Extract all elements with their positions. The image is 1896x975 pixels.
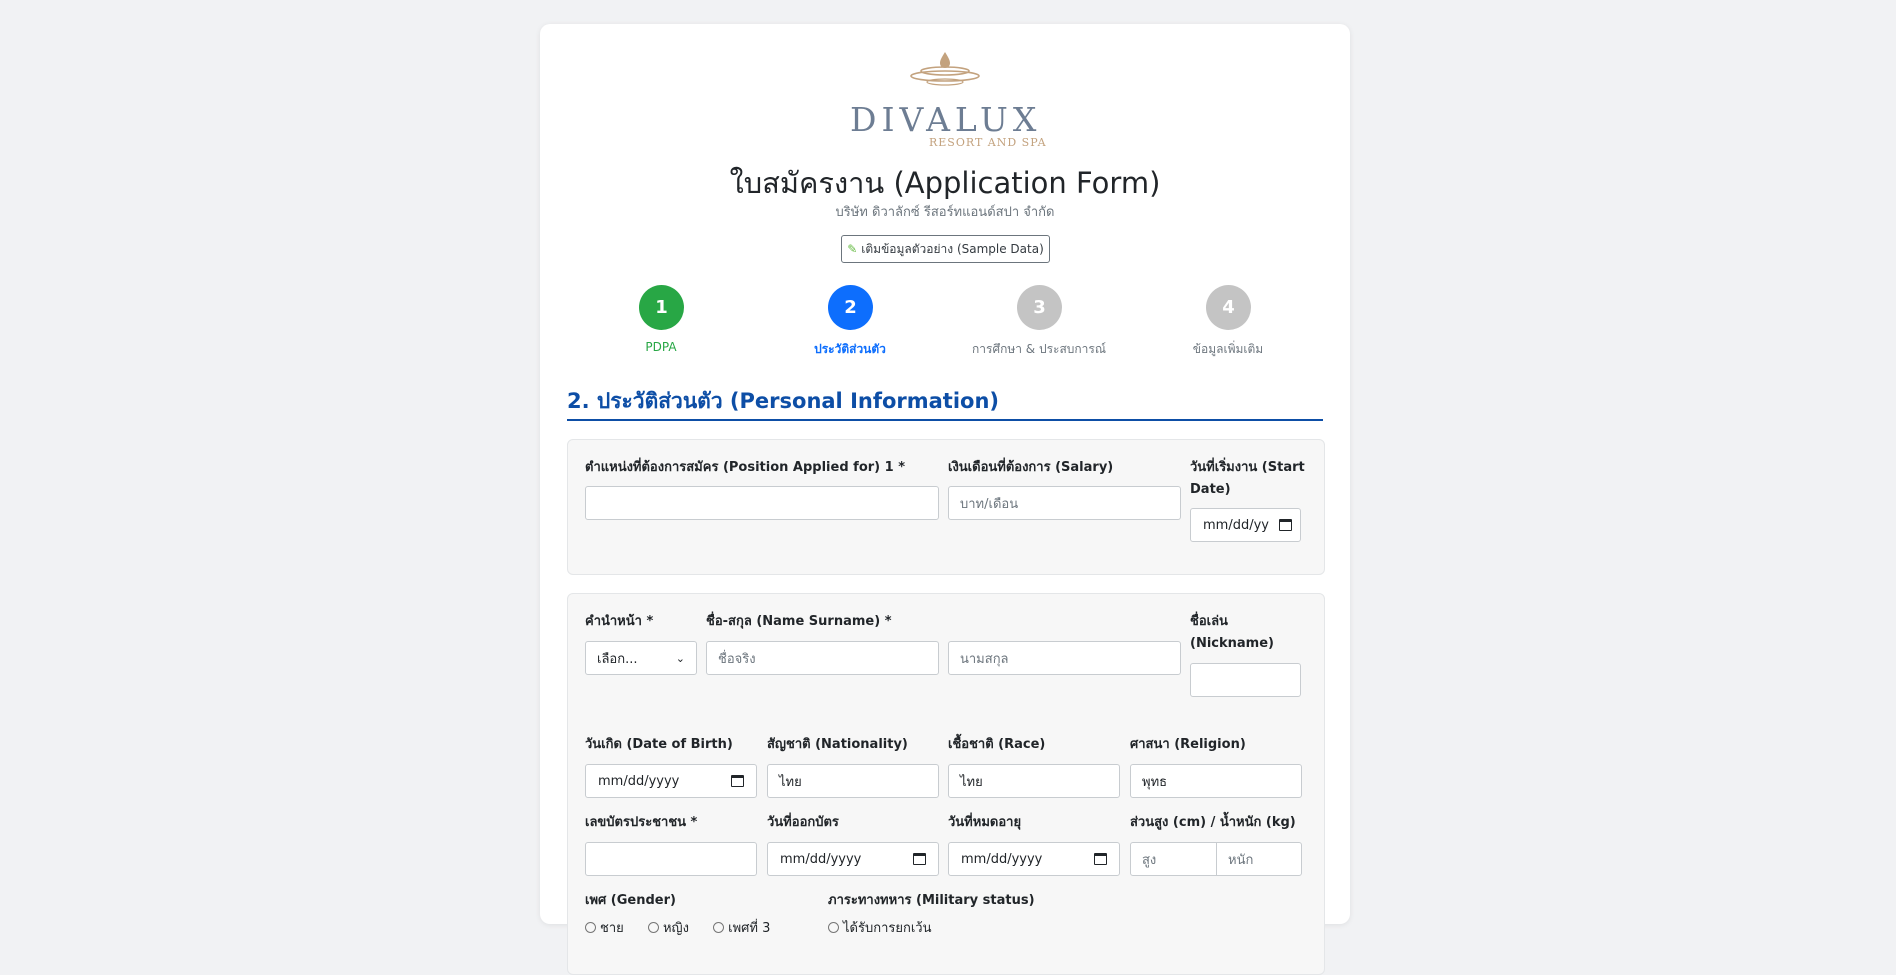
salary-input[interactable] xyxy=(948,486,1181,520)
sample-data-button[interactable] xyxy=(841,235,1050,263)
dob-input[interactable] xyxy=(585,764,757,798)
race-label: เชื้อชาติ (Race) xyxy=(948,737,1046,752)
gender-radio-female[interactable] xyxy=(648,922,659,933)
first-name-input[interactable] xyxy=(706,641,939,675)
gender-label: เพศ (Gender) xyxy=(585,893,676,908)
religion-input[interactable] xyxy=(1130,764,1302,798)
military-radio-exempt[interactable] xyxy=(828,922,839,933)
start-date-input[interactable] xyxy=(1190,508,1301,542)
step-1-label: PDPA xyxy=(645,340,677,354)
chevron-down-icon: ⌄ xyxy=(675,651,685,665)
application-card xyxy=(540,24,1350,936)
nickname-label xyxy=(1190,611,1274,655)
prefix-select[interactable] xyxy=(585,641,697,675)
start-date-value: mm/dd/yy xyxy=(1203,517,1269,533)
section-divider xyxy=(567,419,1323,421)
gender-radio-male[interactable] xyxy=(585,922,596,933)
height-weight-label: ส่วนสูง (cm) / น้ำหนัก (kg) xyxy=(1130,815,1296,830)
section-title: 2. ประวัติส่วนตัว (Personal Information) xyxy=(567,389,1000,413)
step-1-circle[interactable]: 1 xyxy=(639,285,684,330)
religion-label: ศาสนา (Religion) xyxy=(1130,737,1246,752)
prefix-label: คำนำหน้า * xyxy=(585,614,654,629)
weight-input[interactable] xyxy=(1216,842,1302,876)
calendar-icon[interactable] xyxy=(1094,853,1107,865)
first-name-placeholder: ชื่อจริง xyxy=(718,651,756,667)
nickname-label-line2: (Nickname) xyxy=(1190,636,1274,651)
military-option-label: ได้รับการยกเว้น xyxy=(843,921,932,936)
issue-date-value: mm/dd/yyyy xyxy=(780,851,862,867)
salary-placeholder: บาท/เดือน xyxy=(960,496,1019,512)
calendar-icon[interactable] xyxy=(731,775,744,787)
nickname-input[interactable] xyxy=(1190,663,1301,697)
id-card-input[interactable] xyxy=(585,842,757,876)
dob-label: วันเกิด (Date of Birth) xyxy=(585,737,733,752)
step-4-circle[interactable]: 4 xyxy=(1206,285,1251,330)
prefix-value: เลือก... xyxy=(597,651,638,667)
step-2-label: ประวัติส่วนตัว xyxy=(814,342,886,356)
weight-placeholder: หนัก xyxy=(1228,852,1254,868)
start-date-label-line1: วันที่เริ่มงาน (Start xyxy=(1190,460,1305,475)
height-input[interactable] xyxy=(1130,842,1217,876)
gender-option-label: เพศที่ 3 xyxy=(728,921,771,936)
name-label: ชื่อ-สกุล (Name Surname) * xyxy=(706,614,892,629)
position-input[interactable] xyxy=(585,486,939,520)
step-4-label: ข้อมูลเพิ่มเติม xyxy=(1192,342,1264,356)
start-date-label-line2: Date) xyxy=(1190,482,1231,497)
expiry-date-input[interactable] xyxy=(948,842,1120,876)
logo-tagline: RESORT AND SPA xyxy=(929,136,1047,149)
logo-wordmark: DIVALUX xyxy=(850,100,1042,139)
gender-options xyxy=(585,917,770,938)
issue-date-label: วันที่ออกบัตร xyxy=(767,815,839,830)
military-label: ภาระทางทหาร (Military status) xyxy=(828,893,1035,908)
page-title: ใบสมัครงาน (Application Form) xyxy=(729,166,1161,200)
race-input[interactable] xyxy=(948,764,1120,798)
nationality-value: ไทย xyxy=(779,774,802,790)
pencil-icon: ✎ xyxy=(847,242,858,256)
height-placeholder: สูง xyxy=(1142,852,1157,868)
start-date-label xyxy=(1190,457,1305,501)
salary-label: เงินเดือนที่ต้องการ (Salary) xyxy=(948,460,1114,475)
company-name: บริษัท ดิวาลักซ์ รีสอร์ทแอนด์สปา จำกัด xyxy=(835,205,1055,220)
religion-value: พุทธ xyxy=(1142,774,1168,790)
step-3-label: การศึกษา & ประสบการณ์ xyxy=(972,342,1106,356)
gender-option-label: หญิง xyxy=(662,921,689,936)
step-2-circle[interactable]: 2 xyxy=(828,285,873,330)
nationality-label: สัญชาติ (Nationality) xyxy=(767,737,908,752)
gender-radio-third[interactable] xyxy=(713,922,724,933)
last-name-input[interactable] xyxy=(948,641,1181,675)
position-label: ตำแหน่งที่ต้องการสมัคร (Position Applied for) 1 * xyxy=(585,460,905,475)
calendar-icon[interactable] xyxy=(913,853,926,865)
divalux-logo-icon xyxy=(905,48,985,90)
military-options xyxy=(828,917,932,938)
expiry-date-label: วันที่หมดอายุ xyxy=(948,815,1022,830)
nickname-label-line1: ชื่อเล่น xyxy=(1190,614,1228,629)
dob-value: mm/dd/yyyy xyxy=(598,773,680,789)
race-value: ไทย xyxy=(960,774,983,790)
issue-date-input[interactable] xyxy=(767,842,939,876)
calendar-icon[interactable] xyxy=(1279,519,1292,531)
nationality-input[interactable] xyxy=(767,764,939,798)
sample-data-label: เติมข้อมูลตัวอย่าง (Sample Data) xyxy=(861,241,1044,256)
id-card-label: เลขบัตรประชาชน * xyxy=(585,815,698,830)
expiry-date-value: mm/dd/yyyy xyxy=(961,851,1043,867)
last-name-placeholder: นามสกุล xyxy=(960,651,1009,667)
step-3-circle[interactable]: 3 xyxy=(1017,285,1062,330)
gender-option-label: ชาย xyxy=(600,921,624,936)
